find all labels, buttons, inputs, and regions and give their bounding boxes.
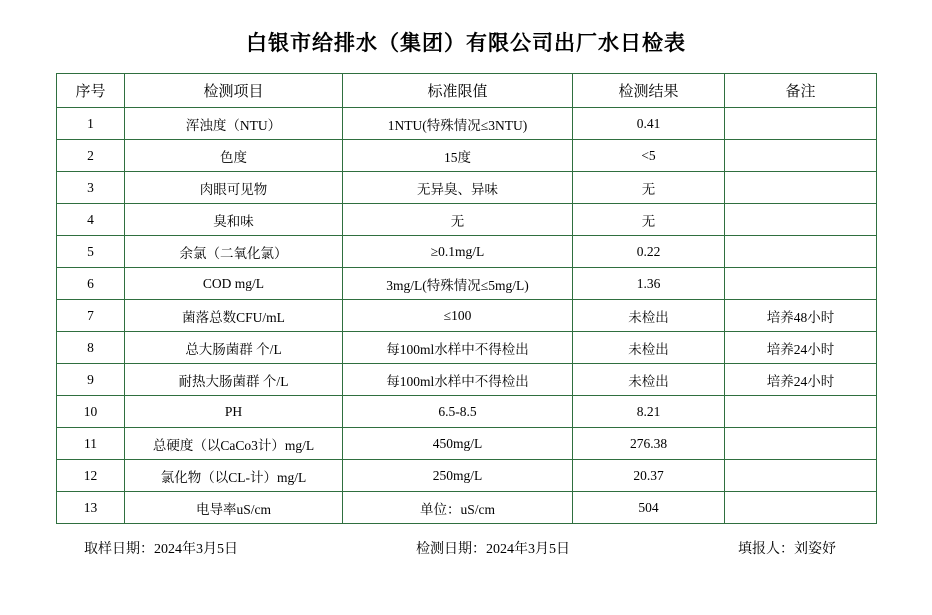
cell-no: 12: [57, 460, 125, 492]
cell-no: 3: [57, 172, 125, 204]
cell-item: 电导率uS/cm: [125, 492, 343, 524]
cell-no: 6: [57, 268, 125, 300]
cell-result: 0.41: [573, 108, 725, 140]
cell-remark: [725, 428, 877, 460]
table-header: [57, 74, 877, 108]
testing-date: 检测日期：2024年3月5日: [416, 542, 570, 557]
table-row: [57, 492, 877, 524]
cell-limit: 450mg/L: [343, 428, 573, 460]
table-row: [57, 108, 877, 140]
cell-result: 1.36: [573, 268, 725, 300]
cell-result: 8.21: [573, 396, 725, 428]
cell-item: PH: [125, 396, 343, 428]
table-row: [57, 204, 877, 236]
cell-result: 276.38: [573, 428, 725, 460]
table-row: [57, 332, 877, 364]
cell-remark: [725, 172, 877, 204]
cell-remark: [725, 396, 877, 428]
column-header-limit: 标准限值: [343, 74, 573, 108]
cell-limit: 1NTU(特殊情况≤3NTU): [343, 108, 573, 140]
cell-no: 8: [57, 332, 125, 364]
cell-item: 总大肠菌群 个/L: [125, 332, 343, 364]
cell-no: 7: [57, 300, 125, 332]
cell-result: 20.37: [573, 460, 725, 492]
cell-remark: 培养24小时: [725, 332, 877, 364]
cell-limit: 6.5-8.5: [343, 396, 573, 428]
cell-item: 肉眼可见物: [125, 172, 343, 204]
table-row: [57, 300, 877, 332]
report-table-container: [56, 73, 876, 524]
cell-limit: ≥0.1mg/L: [343, 236, 573, 268]
column-header-item: 检测项目: [125, 74, 343, 108]
cell-no: 5: [57, 236, 125, 268]
table-row: [57, 428, 877, 460]
column-header-result: 检测结果: [573, 74, 725, 108]
cell-limit: 无异臭、异味: [343, 172, 573, 204]
report-footer: [56, 524, 876, 558]
cell-result: 未检出: [573, 364, 725, 396]
cell-item: 氯化物（以CL-计）mg/L: [125, 460, 343, 492]
sampling-date: 取样日期：2024年3月5日: [84, 542, 238, 557]
cell-limit: 3mg/L(特殊情况≤5mg/L): [343, 268, 573, 300]
cell-result: 未检出: [573, 332, 725, 364]
cell-no: 11: [57, 428, 125, 460]
cell-result: 无: [573, 204, 725, 236]
cell-item: COD mg/L: [125, 268, 343, 300]
table-row: [57, 364, 877, 396]
table-row: [57, 140, 877, 172]
table-row: [57, 460, 877, 492]
cell-limit: 每100ml水样中不得检出: [343, 332, 573, 364]
cell-remark: [725, 140, 877, 172]
cell-item: 浑浊度（NTU）: [125, 108, 343, 140]
cell-item: 余氯（二氧化氯）: [125, 236, 343, 268]
table-row: [57, 236, 877, 268]
cell-remark: [725, 236, 877, 268]
cell-limit: ≤100: [343, 300, 573, 332]
cell-no: 4: [57, 204, 125, 236]
table-header-row: [57, 74, 877, 108]
column-header-no: 序号: [57, 74, 125, 108]
column-header-remark: 备注: [725, 74, 877, 108]
cell-remark: [725, 108, 877, 140]
table-row: [57, 396, 877, 428]
cell-remark: 培养24小时: [725, 364, 877, 396]
cell-result: 0.22: [573, 236, 725, 268]
cell-remark: [725, 204, 877, 236]
cell-result: 504: [573, 492, 725, 524]
cell-remark: [725, 492, 877, 524]
cell-item: 耐热大肠菌群 个/L: [125, 364, 343, 396]
cell-limit: 250mg/L: [343, 460, 573, 492]
cell-result: 未检出: [573, 300, 725, 332]
cell-no: 9: [57, 364, 125, 396]
cell-limit: 无: [343, 204, 573, 236]
cell-no: 1: [57, 108, 125, 140]
reporter-name: 填报人：刘姿妤: [738, 542, 836, 557]
cell-item: 总硬度（以CaCo3计）mg/L: [125, 428, 343, 460]
cell-no: 2: [57, 140, 125, 172]
cell-result: 无: [573, 172, 725, 204]
table-body: [57, 108, 877, 524]
water-quality-table: [56, 73, 877, 524]
cell-limit: 每100ml水样中不得检出: [343, 364, 573, 396]
cell-limit: 单位：uS/cm: [343, 492, 573, 524]
cell-item: 色度: [125, 140, 343, 172]
cell-limit: 15度: [343, 140, 573, 172]
cell-result: <5: [573, 140, 725, 172]
page-title: 白银市给排水（集团）有限公司出厂水日检表: [246, 31, 686, 55]
table-row: [57, 268, 877, 300]
cell-no: 10: [57, 396, 125, 428]
cell-remark: 培养48小时: [725, 300, 877, 332]
cell-no: 13: [57, 492, 125, 524]
cell-item: 臭和味: [125, 204, 343, 236]
cell-item: 菌落总数CFU/mL: [125, 300, 343, 332]
table-row: [57, 172, 877, 204]
cell-remark: [725, 460, 877, 492]
cell-remark: [725, 268, 877, 300]
